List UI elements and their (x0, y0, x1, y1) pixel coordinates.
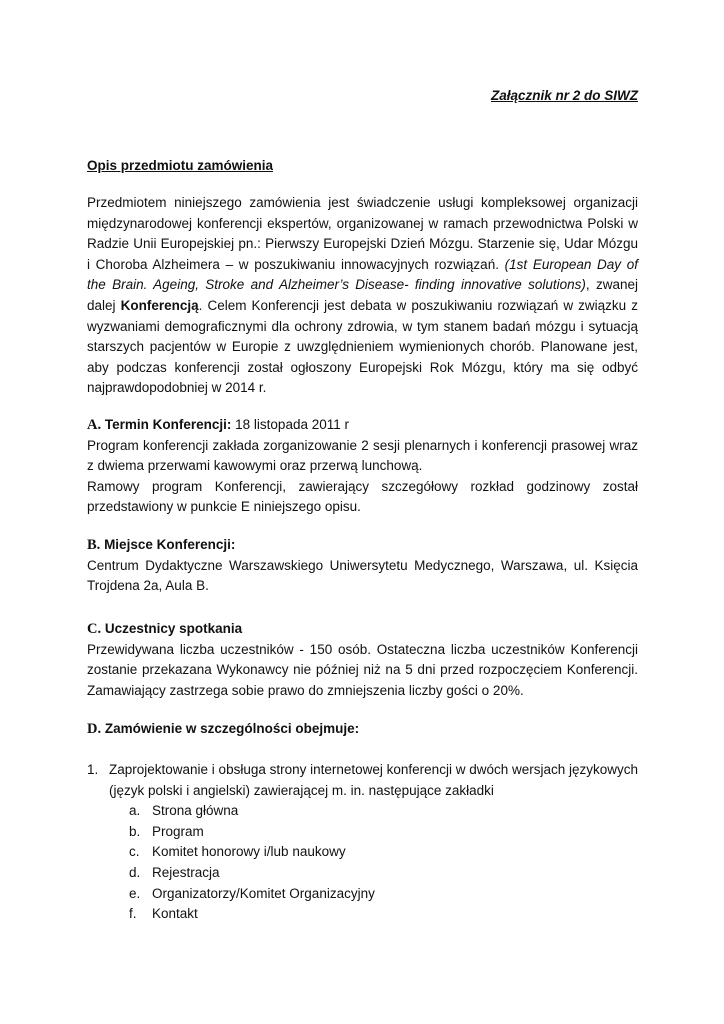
section-d (87, 719, 638, 740)
section-b-text: Centrum Dydaktyczne Warszawskiego Uniwersytetu Medycznego, Warszawa, ul. Księcia Trojdena 2a, Aula B. (87, 557, 638, 594)
section-a-letter: A. (87, 417, 102, 433)
section-a-paragraph-2: Ramowy program Konferencji, zawierający szczegółowy rozkład godzinowy został przedstawiony w punkcie E niniejszego opisu. (87, 478, 638, 515)
sublist-letter: d. (129, 864, 141, 880)
section-b (87, 535, 638, 597)
intro-text-3: . Celem Konferencji jest debata w poszukiwaniu rozwiązań w związku z wyzwaniami demograficznymi dla ochrony zdrowia, w tym stanem badań mózgu i sytuacją starszych pacjentów w Europie z uwzględnieniem wymienionych chorób. Planowane jest, aby podczas konferencji został ogłoszony Europejski Rok Mózgu, który ma się odbyć najprawdopodobniej w 2014 r. (87, 297, 638, 396)
sublist-letter: c. (129, 844, 140, 860)
list-item (87, 760, 638, 925)
sublist-item (109, 884, 638, 905)
sublist-text: Rejestracja (152, 864, 220, 880)
section-a (87, 415, 638, 518)
section-a-heading (87, 415, 638, 436)
sublist-item (109, 842, 638, 863)
intro-english-title: (1st European Day of the Brain. Ageing, Stroke and Alzheimer’s Disease- finding innovative solutions) (87, 256, 638, 293)
section-d-title: Zamówienie w szczególności obejmuje: (104, 721, 360, 736)
section-c-text: Przewidywana liczba uczestników - 150 osób. Ostateczna liczba uczestników Konferencji zostanie przekazana Wykonawcy nie później niż na 5 dni przed rozpoczęciem Konferencji. Zamawiający zastrzega sobie prawo do zmniejszenia liczby gości o 20%. (87, 641, 638, 698)
section-d-heading (87, 719, 638, 740)
tabs-sublist (109, 801, 638, 925)
section-b-heading (87, 535, 638, 556)
section-c (87, 619, 638, 701)
section-c-letter: C. (87, 621, 102, 637)
section-a-paragraph-1: Program konferencji zakłada zorganizowanie 2 sesji plenarnych i konferencji prasowej wraz z dwiema przerwami kawowymi oraz przerwą lunchową. (87, 437, 638, 474)
sublist-text: Program (152, 823, 204, 839)
sublist-letter: f. (129, 906, 137, 922)
sublist-text: Komitet honorowy i/lub naukowy (152, 844, 346, 860)
section-a-title: Termin Konferencji: (104, 417, 232, 432)
sublist-text: Kontakt (152, 906, 198, 922)
section-c-heading (87, 619, 638, 640)
section-c-title: Uczestnicy spotkania (104, 621, 243, 636)
intro-paragraph (87, 193, 638, 399)
sublist-text: Strona główna (152, 803, 239, 819)
section-b-title: Miejsce Konferencji: (104, 537, 236, 552)
intro-text-1: Przedmiotem niniejszego zamówienia jest świadczenie usługi kompleksowej organizacji międzynarodowej konferencji ekspertów, organizowanej w ramach przewodnictwa Polski w Radzie Unii Europejskiej pn.: Pierwszy Europejski Dzień Mózgu. Starzenie się, Udar Mózgu i Choroba Alzheimera – w poszukiwaniu innowacyjnych rozwiązań. (87, 195, 638, 272)
sublist-item (109, 822, 638, 843)
list-item-number: 1. (87, 762, 99, 777)
section-a-date: 18 listopada 2011 r (231, 417, 349, 432)
sublist-item (109, 801, 638, 822)
section-d-letter: D. (87, 721, 102, 737)
sublist-letter: e. (129, 885, 141, 901)
sublist-text: Organizatorzy/Komitet Organizacyjny (152, 885, 375, 901)
sublist-item (109, 904, 638, 925)
intro-term: Konferencją (120, 297, 199, 313)
sublist-letter: a. (129, 803, 141, 819)
document-title: Opis przedmiotu zamówienia (87, 158, 274, 173)
intro-text-2: , zwanej dalej (87, 277, 638, 313)
sublist-item (109, 863, 638, 884)
sublist-letter: b. (129, 823, 141, 839)
list-item-text: Zaprojektowanie i obsługa strony internetowej konferencji w dwóch wersjach językowych (język polski i angielski) zawierającej m. in. następujące zakładki (109, 762, 639, 798)
section-b-letter: B. (87, 537, 101, 553)
scope-list (87, 760, 638, 925)
attachment-label: Załącznik nr 2 do SIWZ (490, 88, 638, 103)
